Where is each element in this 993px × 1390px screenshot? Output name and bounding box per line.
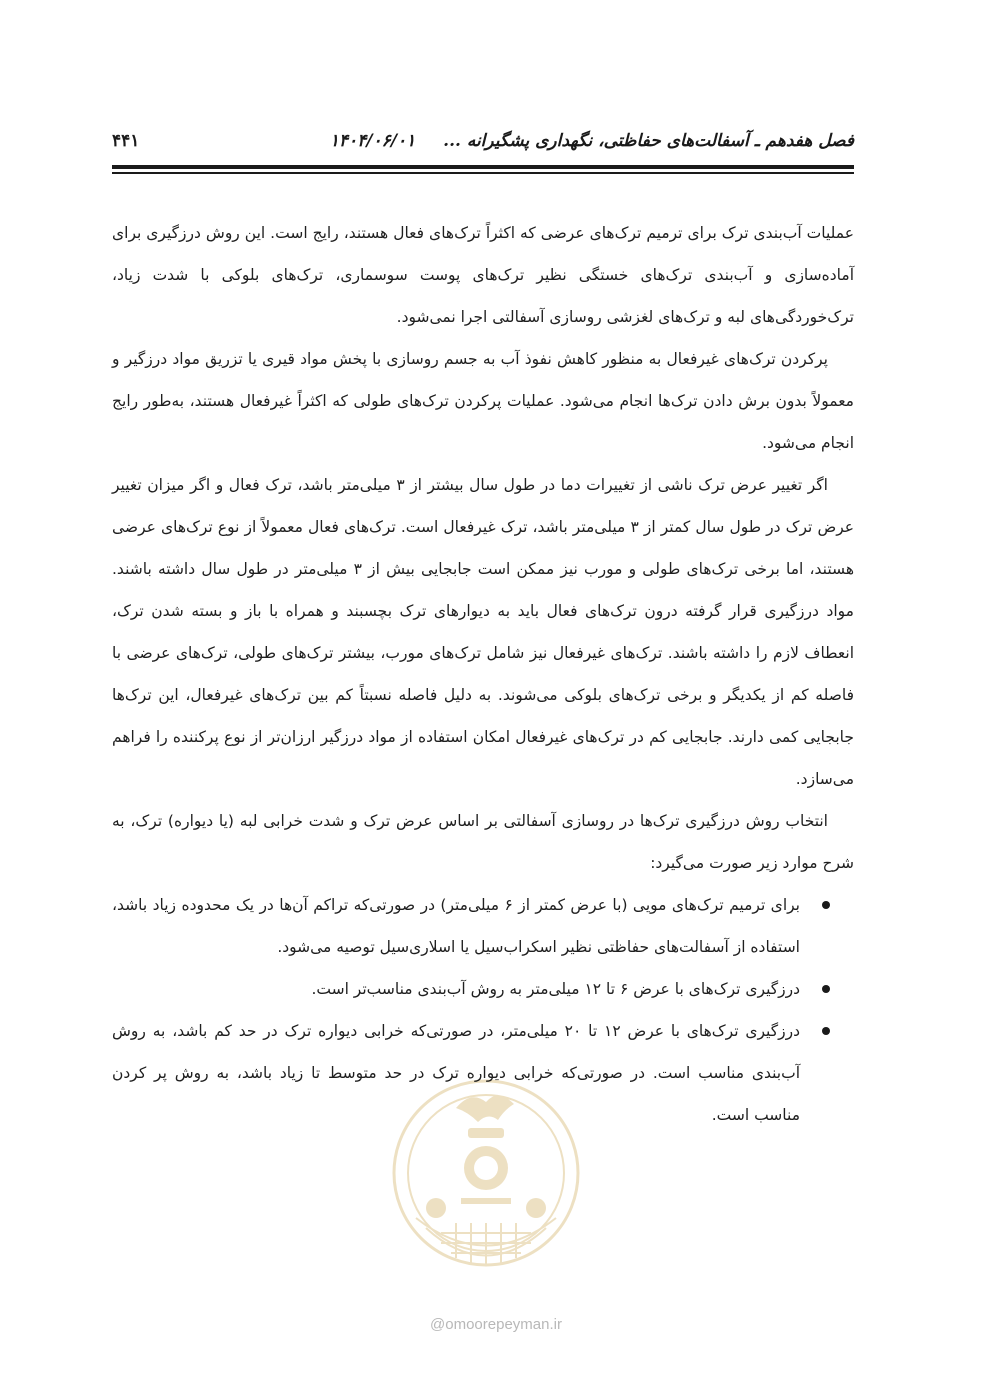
list-item (112, 884, 854, 968)
bullet-text: درزگیری ترک‌های با عرض ۶ تا ۱۲ میلی‌متر به روش آب‌بندی مناسب‌تر است. (311, 980, 800, 998)
bullet-icon (822, 985, 830, 993)
bullet-icon (822, 1027, 830, 1035)
chapter-title: فصل هفدهم ـ آسفالت‌های حفاظتی، نگهداری پشگیرانه ... (443, 131, 854, 151)
paragraph-3: اگر تغییر عرض ترک ناشی از تغییرات دما در طول سال بیشتر از ۳ میلی‌متر باشد، ترک فعال و اگر میزان تغییر عرض ترک در طول سال کمتر از ۳ میلی‌متر باشد، ترک غیرفعال است. ترک‌های فعال معمولاً از نوع ترک‌های عرضی هستند، اما برخی ترک‌های طولی و مورب نیز ممکن است جابجایی بیش از ۳ میلی‌متر در طول سال داشته باشند. مواد درزگیری قرار گرفته درون ترک‌های فعال باید به دیوارهای ترک بچسبند و همراه با باز و بسته شدن ترک، انعطاف لازم را داشته باشند. ترک‌های غیرفعال نیز شامل ترک‌های مورب، بیشتر ترک‌های طولی، ترک‌های عرضی با فاصله کم از یکدیگر و برخی ترک‌های بلوکی می‌شوند. به دلیل فاصله نسبتاً کم بین ترک‌های غیرفعال، این ترک‌ها جابجایی کمی دارند. جابجایی کم در ترک‌های غیرفعال امکان استفاده از مواد درزگیر ارزان‌تر از نوع پرکننده را فراهم می‌سازد. (112, 476, 854, 788)
running-header (112, 126, 854, 156)
header-title-group (330, 131, 854, 151)
bullet-text: برای ترمیم ترک‌های مویی (با عرض کمتر از ۶ میلی‌متر) در صورتی‌که تراکم آن‌ها در یک محدوده زیاد باشد، استفاده از آسفالت‌های حفاظتی نظیر اسکراب‌سیل یا اسلاری‌سیل توصیه می‌شود. (112, 896, 800, 956)
paragraph-2: پرکردن ترک‌های غیرفعال به منظور کاهش نفوذ آب به جسم روسازی با پخش مواد قیری یا تزریق مواد درزگیر و معمولاً بدون برش دادن ترک‌ها انجام می‌شود. عملیات پرکردن ترک‌های طولی که اکثراً غیرفعال هستند، به‌طور رایج انجام می‌شود. (112, 350, 854, 452)
bullet-list (112, 884, 854, 1136)
list-item (112, 968, 854, 1010)
page-number: ۴۴۱ (112, 131, 140, 151)
bullet-text: درزگیری ترک‌های با عرض ۱۲ تا ۲۰ میلی‌متر، در صورتی‌که خرابی دیواره ترک در حد کم باشد، به روش آب‌بندی مناسب است. در صورتی‌که خرابی دیواره ترک در حد متوسط تا زیاد باشد، به روش پر کردن مناسب است. (112, 1022, 800, 1124)
header-date: ۱۴۰۴/۰۶/۰۱ (329, 131, 416, 151)
paragraph-4: انتخاب روش درزگیری ترک‌ها در روسازی آسفالتی بر اساس عرض ترک و شدت خرابی لبه (یا دیواره) ترک، به شرح موارد زیر صورت می‌گیرد: (112, 812, 854, 872)
bullet-icon (822, 901, 830, 909)
header-rule-thick (112, 165, 854, 169)
paragraph-1: عملیات آب‌بندی ترک برای ترمیم ترک‌های عرضی که اکثراً ترک‌های فعال هستند، رایج است. این روش درزگیری برای آماده‌سازی و آب‌بندی ترک‌های خستگی نظیر ترک‌های پوست سوسماری، ترک‌های بلوکی با شدت زیاد، ترک‌خوردگی‌های لبه و ترک‌های لغزشی روسازی آسفالتی اجرا نمی‌شود. (112, 224, 854, 326)
body-text (112, 212, 854, 1136)
watermark-text: @omoorepeyman.ir (430, 1316, 562, 1333)
header-rule-thin (112, 172, 854, 174)
list-item (112, 1010, 854, 1136)
